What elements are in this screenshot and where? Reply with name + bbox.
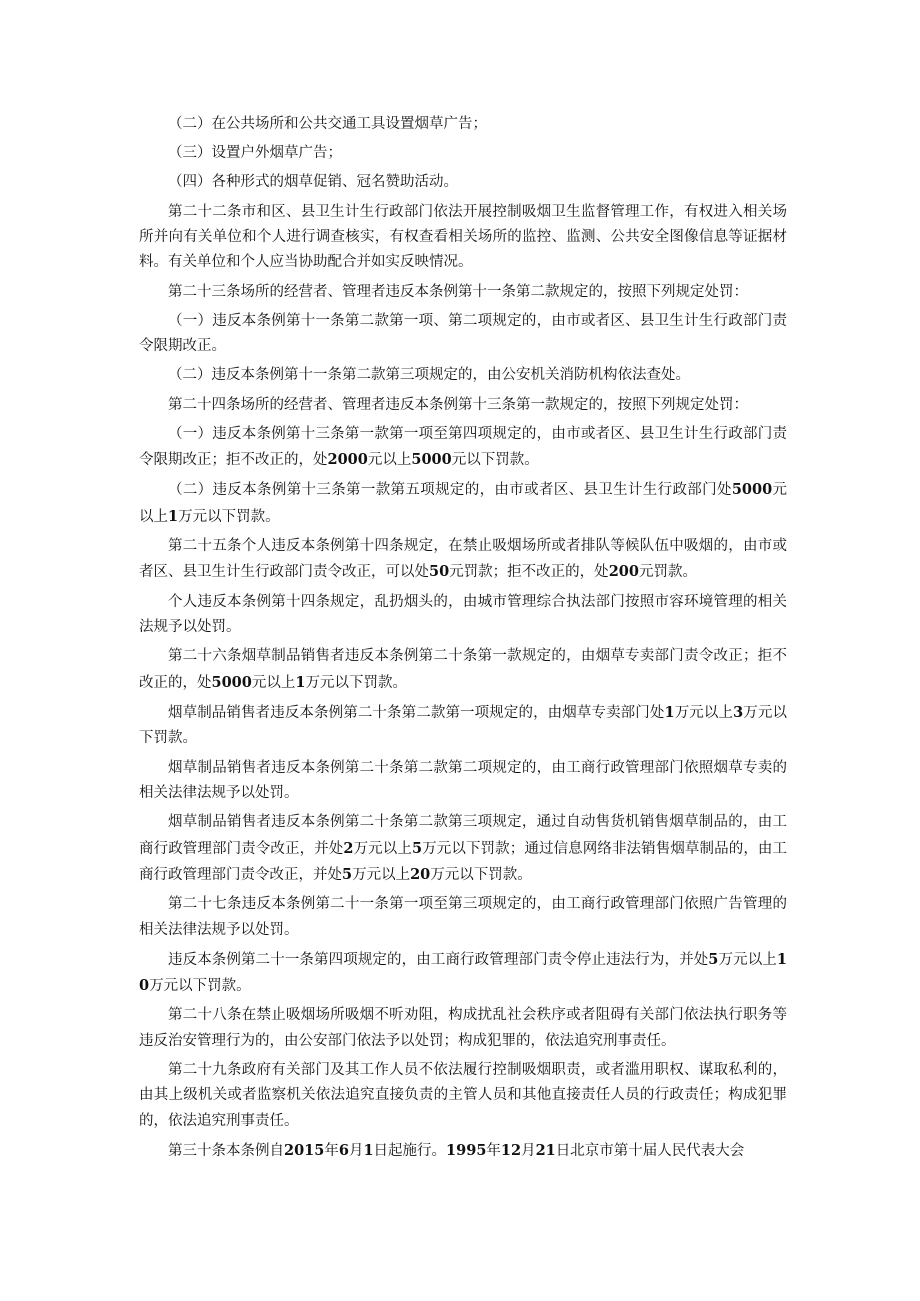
numeric-value: 1 [363,1141,374,1159]
numeric-value: 2015 [284,1141,325,1159]
document-body [139,112,787,1164]
numeric-value: 5000 [411,451,452,469]
article-23: 第二十三条场所的经营者、管理者违反本条例第十一条第二款规定的，按照下列规定处罚： [168,283,748,300]
article-24-item-1: （一）违反本条例第十三条第一款第一项至第四项规定的，由市或者区、县卫生计生行政部门责令限期改正；拒不改正的，处2000元以上5000元以下罚款。 [139,425,787,469]
article-25: 第二十五条个人违反本条例第十四条规定，在禁止吸烟场所或者排队等候队伍中吸烟的，由市或者区、县卫生计生行政部门责令改正，可以处50元罚款；拒不改正的，处200元罚款。 [139,538,787,581]
numeric-value: 21 [535,1141,556,1159]
numeric-value: 2000 [327,451,368,469]
article-24-item-2: （二）违反本条例第十三条第一款第五项规定的，由市或者区、县卫生计生行政部门处5000元以上1万元以下罚款。 [139,481,788,525]
numeric-value: 20 [410,865,431,883]
article-26-clause-3: 烟草制品销售者违反本条例第二十条第二款第二项规定的，由工商行政管理部门依照烟草专卖的相关法律法规予以处罚。 [139,759,787,801]
article-26: 第二十六条烟草制品销售者违反本条例第二十条第一款规定的，由烟草专卖部门责令改正；拒不改正的，处5000元以上1万元以下罚款。 [139,648,787,691]
numeric-value: 5 [411,839,423,857]
numeric-value: 3 [733,703,744,721]
article-25-clause-2: 个人违反本条例第十四条规定，乱扔烟头的，由城市管理综合执法部门按照市容环境管理的相关法规予以处罚。 [139,593,787,636]
numeric-value: 1 [295,673,306,691]
article-23-item-2: （二）违反本条例第十一条第二款第三项规定的，由公安机关消防机构依法查处。 [168,367,690,384]
numeric-value: 5000 [211,673,252,691]
numeric-value: 1995 [446,1141,487,1159]
numeric-value: 12 [500,1141,522,1159]
article-26-clause-4: 烟草制品销售者违反本条例第二十条第二款第三项规定，通过自动售货机销售烟草制品的，由工商行政管理部门责令改正，并处2万元以上5万元以下罚款；通过信息网络非法销售烟草制品的，由工商行政管理部门责令改正，并处5万元以上20万元以下罚款。 [139,814,788,883]
numeric-value: 6 [338,1141,349,1159]
numeric-value: 5000 [731,481,773,499]
article-27: 第二十七条违反本条例第二十一条第一项至第三项规定的，由工商行政管理部门依照广告管理的相关法律法规予以处罚。 [139,896,787,938]
article-24: 第二十四条场所的经营者、管理者违反本条例第十三条第一款规定的，按照下列规定处罚： [168,396,748,413]
article-29: 第二十九条政府有关部门及其工作人员不依法履行控制吸烟职责，或者滥用职权、谋取私利的，由其上级机关或者监察机关依法追究直接负责的主管人员和其他直接责任人员的行政责任；构成犯罪的，依法追究刑事责任。 [139,1061,787,1129]
numeric-value: 2 [343,839,354,857]
article-30: 第三十条本条例自2015年6月1日起施行。1995年12月21日北京市第十届人民代表大会 [168,1141,745,1159]
paragraph-item-3: （三）设置户外烟草广告； [168,145,342,162]
numeric-value: 1 [168,507,179,525]
numeric-value: 200 [608,563,639,581]
article-28: 第二十八条在禁止吸烟场所吸烟不听劝阻，构成扰乱社会秩序或者阻碍有关部门依法执行职务等违反治安管理行为的，由公安部门依法予以处罚；构成犯罪的，依法追究刑事责任。 [139,1007,787,1049]
numeric-value: 50 [429,563,450,581]
numeric-value: 5 [708,950,719,968]
article-23-item-1: （一）违反本条例第十一条第二款第一项、第二项规定的，由市或者区、县卫生计生行政部门责令限期改正。 [139,312,787,355]
numeric-value: 5 [342,865,353,883]
numeric-value: 1 [664,703,675,721]
paragraph-item-4: （四）各种形式的烟草促销、冠名赞助活动。 [168,174,458,191]
numeric-value: 10 [139,950,787,995]
article-27-clause-2: 违反本条例第二十一条第四项规定的，由工商行政管理部门责令停止违法行为，并处5万元以上10万元以下罚款。 [139,950,787,995]
article-22: 第二十二条市和区、县卫生计生行政部门依法开展控制吸烟卫生监督管理工作，有权进入相关场所并向有关单位和个人进行调查核实，有权查看相关场所的监控、监测、公共安全图像信息等证据材料。有关单位和个人应当协助配合并如实反映情况。 [139,203,787,271]
article-26-clause-2: 烟草制品销售者违反本条例第二十条第二款第一项规定的，由烟草专卖部门处1万元以上3万元以下罚款。 [139,703,788,747]
paragraph-item-2: （二）在公共场所和公共交通工具设置烟草广告； [168,116,487,132]
